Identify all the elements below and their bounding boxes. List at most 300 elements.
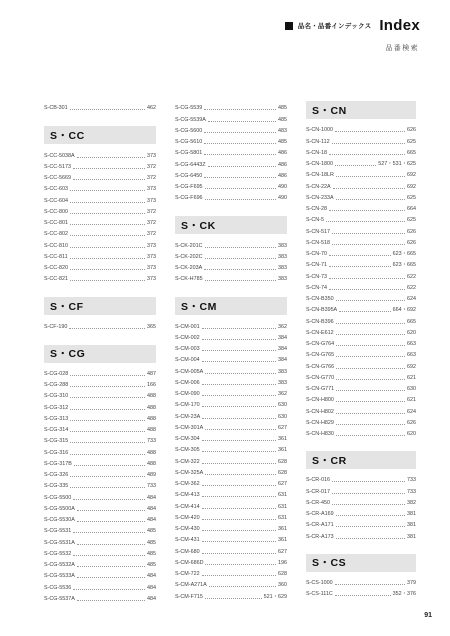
index-entry	[306, 202, 416, 213]
entry-code: S-CC-821	[44, 276, 68, 283]
dot-leader	[336, 390, 405, 391]
index-entry	[44, 547, 156, 558]
index-entry	[306, 213, 416, 224]
index-entry	[175, 398, 287, 409]
entry-code: S-CM-002	[175, 334, 200, 341]
entry-page: 462	[147, 105, 156, 112]
entry-code: S-CG-5532	[44, 550, 72, 557]
entry-page: 620	[407, 329, 416, 336]
entry-code: S-CG-315	[44, 438, 69, 445]
entry-page: 372	[147, 231, 156, 238]
dot-leader	[332, 504, 405, 505]
entry-page: 485	[278, 139, 287, 145]
entry-page: 372	[147, 208, 156, 215]
index-entry	[306, 314, 416, 325]
entry-code: S-CN-G770	[306, 374, 335, 381]
index-entry	[306, 236, 416, 247]
dot-leader	[70, 454, 145, 455]
entry-code: S-CN-E612	[306, 329, 334, 336]
entry-list	[306, 473, 416, 541]
dot-leader	[336, 176, 405, 177]
entry-page: 733	[407, 488, 416, 495]
index-entry	[306, 157, 416, 168]
index-entry	[306, 427, 416, 438]
entry-code: S-CG-5600	[175, 127, 203, 134]
entry-page: 372	[147, 163, 156, 170]
entry-page: 663	[407, 341, 416, 347]
index-entry	[175, 146, 287, 157]
index-entry	[306, 404, 416, 415]
entry-code: S-CG-5500A	[44, 505, 75, 512]
entry-page: 663	[407, 352, 416, 359]
index-entry	[306, 303, 416, 314]
entry-page: 692	[407, 363, 416, 370]
dot-leader	[209, 586, 276, 587]
entry-page: 373	[147, 152, 156, 159]
entry-page: 488	[147, 393, 156, 400]
entry-code: S-CS-111C	[306, 591, 333, 597]
dot-leader	[329, 266, 391, 267]
entry-code: S-CN-G765	[306, 352, 335, 359]
entry-page: 625	[407, 138, 416, 145]
index-entry	[175, 454, 287, 465]
index-entry	[175, 522, 287, 533]
entry-page: 733	[407, 477, 416, 484]
index-entry	[175, 511, 287, 522]
dot-leader	[332, 481, 405, 482]
entry-page: 485	[147, 562, 156, 568]
index-entry	[175, 443, 287, 454]
index-entry	[44, 171, 156, 182]
dot-leader	[336, 401, 405, 402]
entry-code: S-CR-A173	[306, 533, 334, 540]
index-entry	[44, 101, 156, 112]
index-entry	[306, 337, 416, 348]
dot-leader	[202, 508, 276, 509]
dot-leader	[329, 278, 405, 279]
entry-page: 352・376	[392, 591, 416, 597]
entry-code: S-CR-A171	[306, 522, 334, 529]
dot-leader	[202, 519, 276, 520]
dot-leader	[202, 541, 276, 542]
entry-page: 373	[147, 186, 156, 193]
entry-page: 372	[147, 175, 156, 181]
index-entry	[44, 367, 156, 378]
index-entry	[175, 342, 287, 353]
dot-leader	[204, 132, 276, 133]
index-entry	[44, 319, 156, 330]
section-header-cc: S・CC	[44, 126, 156, 144]
entry-page: 487	[147, 370, 156, 377]
index-entry	[306, 371, 416, 382]
dot-leader	[335, 584, 405, 585]
entry-page: 373	[147, 197, 156, 204]
entry-code: S-CG-316	[44, 449, 69, 456]
entry-page: 620	[407, 431, 416, 437]
entry-code: S-CN-G764	[306, 341, 335, 347]
index-entry	[175, 589, 287, 600]
entry-page: 488	[147, 415, 156, 422]
dot-leader	[202, 406, 276, 407]
entry-page: 621	[407, 397, 416, 404]
entry-code: S-CG-6443Z	[175, 161, 206, 168]
entry-page: 631	[278, 514, 287, 521]
entry-page: 360	[278, 582, 287, 589]
dot-leader	[77, 577, 145, 578]
dot-leader	[205, 258, 276, 259]
index-entry	[306, 416, 416, 427]
header-subheading: 品番検索	[385, 45, 419, 52]
index-entry	[175, 488, 287, 499]
index-entry	[306, 134, 416, 145]
index-entry	[306, 326, 416, 337]
index-entry	[44, 423, 156, 434]
entry-code: S-CC-604	[44, 197, 68, 204]
dot-leader	[70, 397, 145, 398]
dot-leader	[69, 328, 145, 329]
entry-code: S-CM-170	[175, 402, 200, 409]
index-entry	[306, 518, 416, 529]
entry-page: 488	[147, 427, 156, 433]
index-entry	[44, 238, 156, 249]
dot-leader	[77, 157, 145, 158]
index-entry	[175, 499, 287, 510]
entry-code: S-CN-233A	[306, 194, 334, 201]
entry-page: 626	[407, 127, 416, 134]
entry-page: 384	[278, 334, 287, 341]
dot-leader	[336, 379, 405, 380]
entry-page: 664	[407, 206, 416, 212]
index-entry	[306, 529, 416, 540]
dot-leader	[77, 510, 145, 511]
entry-page: 196	[278, 559, 287, 566]
section-header-ck: S・CK	[175, 216, 287, 234]
entry-page: 626	[407, 419, 416, 426]
dot-leader	[73, 589, 145, 590]
entry-page: 381	[407, 522, 416, 529]
entry-page: 486	[278, 150, 287, 157]
dot-leader	[336, 413, 405, 414]
dot-leader	[335, 595, 391, 596]
entry-list	[306, 576, 416, 599]
entry-page: 483	[278, 127, 287, 134]
entry-page: 381	[407, 533, 416, 540]
dot-leader	[74, 465, 145, 466]
dot-leader	[205, 199, 276, 200]
dot-leader	[77, 521, 145, 522]
dot-leader	[332, 493, 405, 494]
entry-code: S-CG-F696	[175, 195, 203, 202]
entry-code: S-CM-090	[175, 391, 200, 397]
entry-page: 623・665	[392, 251, 416, 257]
index-entry	[44, 558, 156, 569]
index-entry	[306, 123, 416, 134]
entry-code: S-CN-71	[306, 262, 327, 269]
dot-leader	[70, 420, 145, 421]
dot-leader	[336, 368, 405, 369]
entry-list	[44, 101, 156, 112]
index-entry	[306, 146, 416, 157]
entry-page: 627	[278, 481, 287, 487]
entry-page: 484	[147, 595, 156, 602]
index-entry	[44, 193, 156, 204]
entry-code: S-CG-5531	[44, 528, 72, 535]
entry-page: 373	[147, 242, 156, 249]
dot-leader	[205, 598, 262, 599]
index-entry	[306, 168, 416, 179]
entry-code: S-CG-F695	[175, 184, 203, 190]
entry-code: S-CN-28	[306, 206, 327, 212]
dot-leader	[73, 499, 145, 500]
dot-leader	[70, 247, 145, 248]
index-entry	[306, 393, 416, 404]
entry-page: 488	[147, 404, 156, 411]
dot-leader	[202, 485, 276, 486]
index-entry	[44, 227, 156, 238]
entry-page: 621	[407, 374, 416, 381]
dot-leader	[208, 166, 276, 167]
index-entry	[44, 468, 156, 479]
dot-leader	[336, 323, 405, 324]
entry-code: S-CG-5610	[175, 139, 203, 145]
entry-code: S-CN-B350	[306, 296, 334, 302]
index-entry	[306, 576, 416, 587]
index-entry	[306, 496, 416, 507]
entry-page: 626	[407, 228, 416, 235]
entry-page: 521・629	[263, 593, 287, 600]
dot-leader	[335, 165, 376, 166]
header-subtitle: 品名・品番インデックス	[297, 23, 372, 30]
index-entry	[44, 490, 156, 501]
entry-page: 362	[278, 323, 287, 330]
entry-code: S-CK-203A	[175, 265, 203, 271]
dot-leader	[205, 188, 276, 189]
entry-code: S-CR-017	[306, 488, 330, 495]
entry-code: S-CK-201C	[175, 242, 203, 249]
entry-page: 665	[407, 318, 416, 325]
dot-leader	[202, 496, 276, 497]
dot-leader	[70, 476, 145, 477]
dot-leader	[70, 487, 145, 488]
dot-leader	[73, 555, 145, 556]
entry-page: 381	[407, 511, 416, 517]
entry-page: 383	[278, 242, 287, 249]
header-title: Index	[379, 17, 420, 34]
index-entry	[44, 261, 156, 272]
entry-page: 486	[278, 172, 287, 179]
index-entry	[175, 387, 287, 398]
entry-code: S-CN-H830	[306, 431, 334, 437]
index-entry	[175, 353, 287, 364]
entry-page: 361	[278, 526, 287, 532]
dot-leader	[205, 564, 276, 565]
index-entry	[306, 382, 416, 393]
entry-page: 628	[278, 571, 287, 577]
entry-code: S-CM-413	[175, 492, 200, 499]
entry-code: S-CG-5539A	[175, 116, 206, 123]
entry-code: S-CR-A169	[306, 511, 334, 517]
dot-leader	[202, 395, 276, 396]
dot-leader	[202, 418, 276, 419]
entry-page: 485	[278, 116, 287, 123]
dot-leader	[70, 386, 145, 387]
entry-code: S-CG-326	[44, 472, 69, 478]
entry-code: S-CM-414	[175, 503, 200, 510]
entry-code: S-CM-686D	[175, 559, 204, 566]
dot-leader	[70, 202, 145, 203]
entry-page: 361	[278, 537, 287, 544]
dot-leader	[205, 474, 276, 475]
section-header-cg: S・CG	[44, 345, 156, 363]
dot-leader	[202, 553, 276, 554]
index-entry	[306, 348, 416, 359]
dot-leader	[70, 224, 145, 225]
dot-leader	[332, 244, 405, 245]
index-entry	[44, 524, 156, 535]
dot-leader	[202, 463, 276, 464]
index-entry	[306, 224, 416, 235]
index-entry	[175, 272, 287, 283]
header-square-icon	[285, 22, 293, 30]
entry-list	[44, 148, 156, 283]
entry-page: 383	[278, 253, 287, 260]
entry-page: 383	[278, 276, 287, 283]
entry-page: 623・665	[392, 262, 416, 269]
entry-code: S-CN-G766	[306, 363, 335, 370]
entry-page: 631	[278, 492, 287, 499]
entry-code: S-CM-430	[175, 526, 200, 532]
entry-code: S-CN-22A	[306, 183, 331, 190]
index-entry	[175, 124, 287, 135]
entry-code: S-CG-5531A	[44, 539, 75, 546]
dot-leader	[332, 233, 405, 234]
entry-code: S-CM-001	[175, 323, 200, 330]
page-number: 91	[424, 612, 432, 619]
index-entry	[44, 272, 156, 283]
dot-leader	[329, 289, 405, 290]
entry-code: S-CC-801	[44, 220, 68, 226]
entry-code: S-CM-A271A	[175, 582, 207, 589]
index-entry	[306, 587, 416, 598]
index-entry	[44, 535, 156, 546]
entry-page: 372	[147, 220, 156, 226]
dot-leader	[70, 431, 145, 432]
index-entry	[306, 179, 416, 190]
index-entry	[175, 376, 287, 387]
entry-code: S-CS-1000	[306, 579, 333, 586]
entry-page: 733	[147, 483, 156, 490]
entry-code: S-CK-H785	[175, 276, 203, 283]
entry-code: S-CM-322	[175, 458, 200, 465]
index-entry	[44, 592, 156, 603]
index-entry	[306, 292, 416, 303]
index-entry	[175, 238, 287, 249]
dot-leader	[70, 269, 145, 270]
dot-leader	[335, 131, 405, 132]
entry-page: 527・531・625	[378, 161, 416, 167]
index-entry	[175, 112, 287, 123]
entry-page: 490	[278, 195, 287, 202]
entry-code: S-CC-5038A	[44, 152, 75, 159]
entry-list	[175, 319, 287, 600]
entry-code: S-CC-800	[44, 208, 68, 215]
entry-page: 622	[407, 273, 416, 280]
index-column-1	[44, 101, 156, 603]
index-entry	[175, 421, 287, 432]
entry-code: S-CN-5	[306, 217, 324, 224]
entry-page: 384	[278, 346, 287, 352]
dot-leader	[336, 356, 405, 357]
entry-code: S-CN-70	[306, 251, 327, 257]
entry-code: S-CN-1000	[306, 127, 333, 134]
entry-list	[175, 238, 287, 283]
index-entry	[175, 432, 287, 443]
entry-page: 484	[147, 505, 156, 512]
index-entry	[44, 389, 156, 400]
entry-page: 488	[147, 449, 156, 456]
entry-code: S-CG-5537A	[44, 595, 75, 602]
entry-page: 627	[278, 424, 287, 431]
dot-leader	[73, 179, 145, 180]
entry-page: 489	[147, 472, 156, 478]
dot-leader	[202, 350, 276, 351]
entry-code: S-CM-006	[175, 379, 200, 386]
index-entry	[44, 160, 156, 171]
entry-page: 490	[278, 184, 287, 190]
entry-code: S-CG-314	[44, 427, 69, 433]
entry-code: S-CN-18	[306, 149, 327, 156]
entry-code: S-CB-301	[44, 105, 68, 112]
index-entry	[175, 477, 287, 488]
dot-leader	[208, 121, 276, 122]
entry-code: S-CG-312	[44, 404, 69, 411]
index-entry	[44, 216, 156, 227]
entry-code: S-CN-G771	[306, 386, 335, 392]
dot-leader	[336, 515, 405, 516]
section-header-cn: S・CN	[306, 101, 416, 119]
index-entry	[175, 250, 287, 261]
dot-leader	[202, 575, 276, 576]
index-entry	[306, 473, 416, 484]
entry-code: S-CG-5532A	[44, 562, 75, 568]
entry-code: S-CN-518	[306, 239, 330, 246]
dot-leader	[336, 526, 405, 527]
entry-code: S-CR-016	[306, 477, 330, 484]
index-entry	[44, 502, 156, 513]
entry-page: 166	[147, 382, 156, 388]
dot-leader	[70, 375, 145, 376]
index-column-3	[306, 101, 416, 598]
entry-page: 365	[147, 323, 156, 330]
dot-leader	[204, 269, 276, 270]
dot-leader	[77, 566, 145, 567]
dot-leader	[205, 373, 276, 374]
entry-page: 373	[147, 276, 156, 283]
entry-page: 362	[278, 391, 287, 397]
dot-leader	[332, 143, 405, 144]
entry-page: 373	[147, 265, 156, 271]
dot-leader	[77, 600, 145, 601]
dot-leader	[204, 154, 276, 155]
dot-leader	[202, 339, 276, 340]
dot-leader	[336, 199, 405, 200]
entry-code: S-CG-313	[44, 415, 69, 422]
entry-code: S-CG-310	[44, 393, 69, 400]
dot-leader	[336, 334, 405, 335]
entry-page: 630	[278, 402, 287, 409]
dot-leader	[205, 247, 276, 248]
index-entry	[44, 205, 156, 216]
